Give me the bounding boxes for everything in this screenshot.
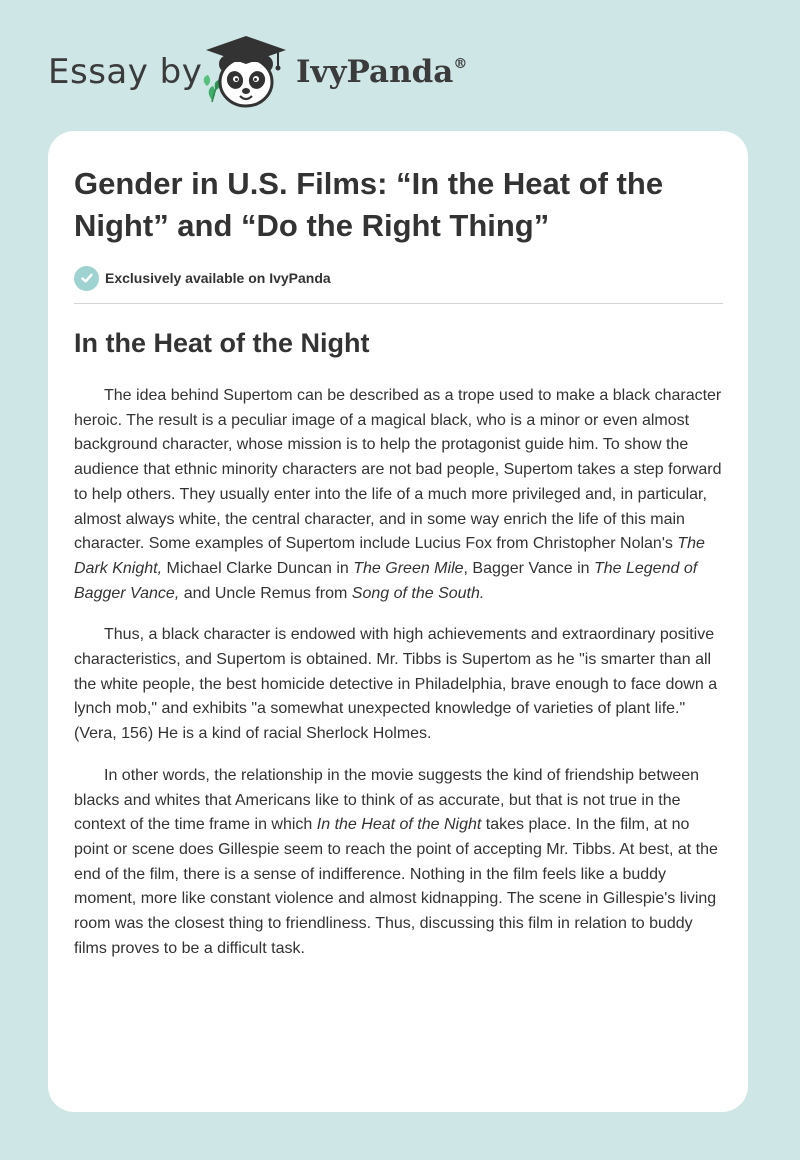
- brand-name[interactable]: IvyPanda®: [296, 54, 468, 90]
- italic-title: Song of the South.: [351, 584, 485, 602]
- paragraph-text: and Uncle Remus from: [179, 584, 352, 602]
- title-divider: [74, 303, 723, 304]
- section-heading: In the Heat of the Night: [74, 328, 370, 358]
- italic-title: The Green Mile: [353, 559, 464, 577]
- italic-title: The Legend of Bagger Vance,: [74, 559, 698, 602]
- paragraph-text: , Bagger Vance in: [463, 559, 594, 577]
- paragraph-text: takes place. In the film, at no point or scene does Gillespie seem to reach the point of accepting Mr. Tibbs. At best, at the end of the film, there is a sense of indifference. Nothing in the film feels like a buddy moment, more like constant violence and almost kidnapping. The scene in Gillespie's living room was the closest thing to friendliness. Thus, discussing this film in relation to buddy films proves to be a difficult task.: [74, 816, 718, 957]
- check-circle-icon: [74, 266, 99, 291]
- paragraph-text: Michael Clarke Duncan in: [162, 559, 354, 577]
- article-card: [48, 131, 748, 1112]
- italic-title: The Dark Knight,: [74, 535, 705, 577]
- italic-title: In the Heat of the Night: [316, 816, 482, 834]
- exclusive-badge-label: Exclusively available on IvyPanda: [105, 270, 331, 286]
- registered-mark: ®: [453, 56, 468, 72]
- panda-logo-icon[interactable]: [198, 30, 294, 112]
- paragraph-text: The idea behind Supertom can be described as a trope used to make a black character heroic. The result is a peculiar image of a magical black, who is a minor or even almost background character, whose mission is to help the protagonist guide him. To show the audience that ethnic minority characters are not bad people, Supertom takes a step forward to help others. They usually enter into the life of a much more privileged and, in particular, almost always white, the central character, and in some way enrich the life of this main character. Some examples of Supertom include Lucius Fox from Christopher Nolan's: [74, 387, 722, 553]
- exclusive-badge: [74, 265, 331, 291]
- essay-by-label: Essay by: [48, 52, 203, 92]
- article-title: Gender in U.S. Films: “In the Heat of the Night” and “Do the Right Thing”: [74, 166, 664, 243]
- article-body: [74, 384, 726, 978]
- body-paragraph: [74, 384, 726, 606]
- body-paragraph: [74, 764, 726, 962]
- paragraph-text: Thus, a black character is endowed with high achievements and extraordinary positive characteristics, and Supertom is obtained. Mr. Tibbs is Supertom as he "is smarter than all the white people, the best homicide detective in Philadelphia, brave enough to face down a lynch mob," and exhibits "a somewhat unexpected knowledge of varieties of plant life." (Vera, 156) He is a kind of racial Sherlock Holmes.: [74, 626, 718, 743]
- paragraph-text: In other words, the relationship in the movie suggests the kind of friendship between blacks and whites that Americans like to think of as accurate, but that is not true in the context of the time frame in which: [74, 766, 700, 834]
- site-header: [0, 0, 800, 130]
- body-paragraph: [74, 623, 726, 747]
